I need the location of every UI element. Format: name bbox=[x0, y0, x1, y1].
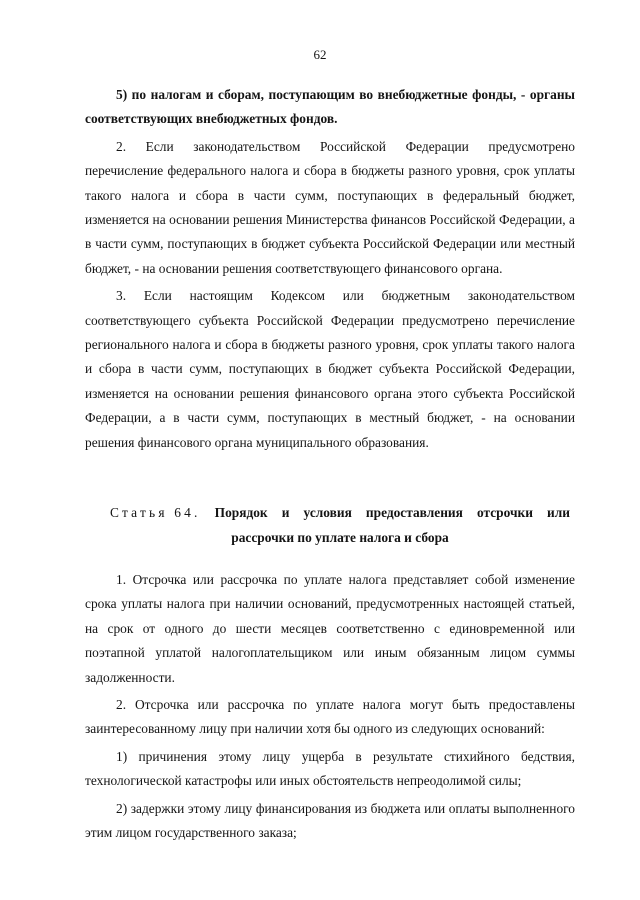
paragraph: 3. Если настоящим Кодексом или бюджетным законодательством соответствующего субъекта Российской Федерации предусмотрено перечисление регионального налога и сбора в бюджеты разного уровня, срок уплаты такого налога и сбора в части сумм, поступающих в бюджет субъекта Российской Федерации, изменяется на основании решения финансового органа этого субъекта Российской Федерации, а в части сумм, поступающих в местный бюджет, - на основании решения финансового органа муниципального образования. bbox=[85, 288, 575, 450]
article-heading-line1 bbox=[110, 500, 570, 525]
article-label: Статья 64. bbox=[110, 505, 201, 520]
paragraph: 5) по налогам и сборам, поступающим во внебюджетные фонды, - органы соответствующих внебюджетных фондов. bbox=[85, 87, 575, 127]
article-heading-line2: рассрочки по уплате налога и сбора bbox=[231, 530, 449, 545]
paragraph: 1. Отсрочка или рассрочка по уплате налога представляет собой изменение срока уплаты налога при наличии оснований, предусмотренных настоящей статьей, на срок от одного до шести месяцев соответственно с единовременной или поэтапной уплатой налогоплательщиком или иным обязанным лицом суммы задолженности. bbox=[85, 572, 575, 685]
bottom-text-block bbox=[85, 568, 575, 848]
paragraph: 1) причинения этому лицу ущерба в результате стихийного бедствия, технологической катастрофы или иных обстоятельств непреодолимой силы; bbox=[85, 748, 575, 789]
top-text-block bbox=[85, 83, 575, 458]
article-heading bbox=[110, 500, 570, 550]
heading-word: предоставления bbox=[365, 505, 463, 520]
heading-word: отсрочки bbox=[476, 505, 533, 520]
paragraph: 2) задержки этому лицу финансирования из бюджета или оплаты выполненного этим лицом государственного заказа; bbox=[85, 800, 575, 841]
heading-word: или bbox=[547, 505, 570, 520]
heading-word: условия bbox=[303, 505, 352, 520]
page-number: 62 bbox=[313, 47, 327, 62]
heading-word: и bbox=[281, 505, 290, 520]
paragraph: 2. Если законодательством Российской Федерации предусмотрено перечисление федерального налога и сбора в бюджеты разного уровня, срок уплаты такого налога и сбора в части сумм, поступающих в федеральный бюджет, изменяется на основании решения Министерства финансов Российской Федерации, а в части сумм, поступающих в бюджет субъекта Российской Федерации или местный бюджет, - на основании решения соответствующего финансового органа. bbox=[85, 138, 575, 276]
heading-word: Порядок bbox=[214, 505, 268, 520]
paragraph: 2. Отсрочка или рассрочка по уплате налога могут быть предоставлены заинтересованному лицу при наличии хотя бы одного из следующих оснований: bbox=[85, 697, 575, 737]
